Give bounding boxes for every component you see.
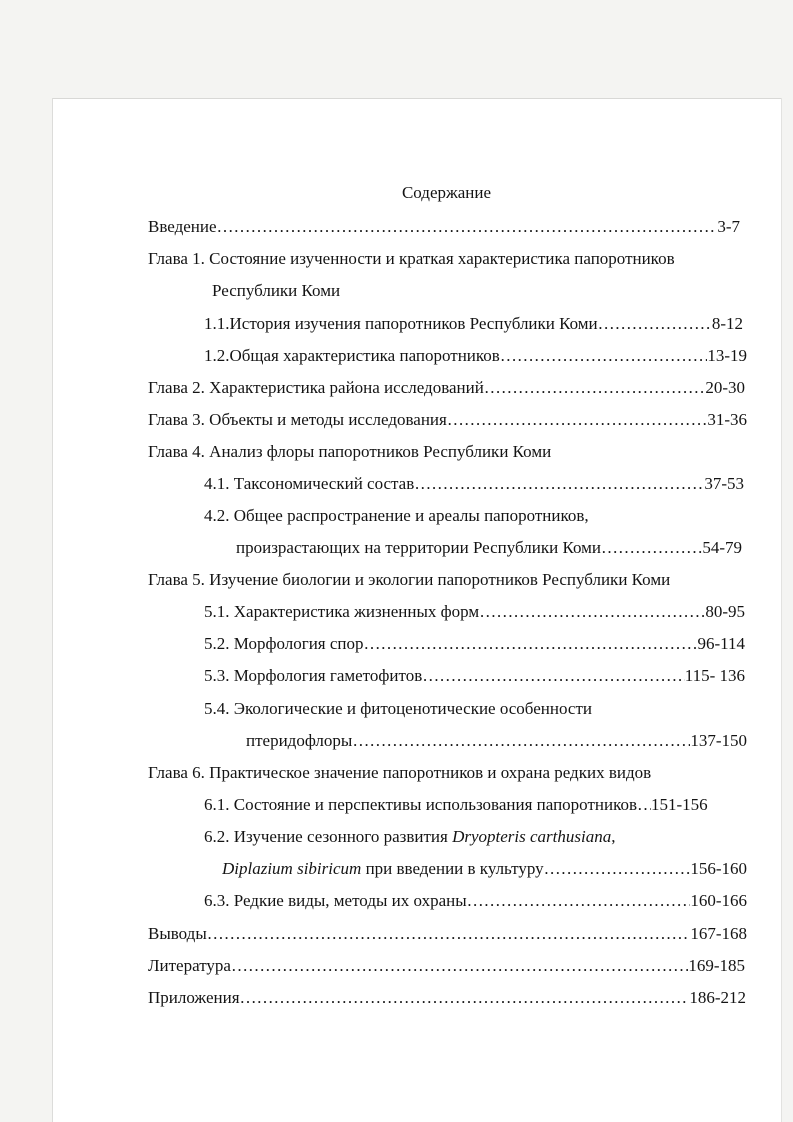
toc-entry-pages: 20-30 xyxy=(705,378,745,397)
toc-entry-6-3 xyxy=(204,888,747,914)
toc-leader-dots xyxy=(500,343,708,369)
toc-leader-dots xyxy=(479,599,705,625)
toc-entry-1-2 xyxy=(204,343,747,369)
toc-entry-pages: 137-150 xyxy=(690,731,747,750)
toc-entry-text xyxy=(222,856,544,882)
page-edge-top xyxy=(52,98,782,99)
species-name: Diplazium sibiricum xyxy=(222,859,362,878)
toc-entry-text: 1.2.Общая характеристика папоротников xyxy=(204,346,500,365)
toc-entry-text: 5.4. Экологические и фитоценотические особенности xyxy=(204,699,592,718)
toc-entry-conclusions xyxy=(148,921,747,947)
toc-entry-text: Выводы xyxy=(148,924,207,943)
toc-entry-6-1 xyxy=(204,792,745,818)
toc-entry-4-2-cont xyxy=(236,535,742,561)
toc-entry-chapter-5 xyxy=(148,567,670,593)
toc-entry-pages: 167-168 xyxy=(690,924,747,943)
toc-entry-text: Глава 5. Изучение биологии и экологии папоротников Республики Коми xyxy=(148,570,671,589)
toc-entry-chapter-4 xyxy=(148,439,551,465)
page-edge-left xyxy=(52,98,53,1122)
toc-leader-dots xyxy=(240,985,690,1011)
toc-leader-dots xyxy=(598,311,712,337)
toc-entry-chapter-1-cont xyxy=(212,278,340,304)
toc-entry-pages: 54-79 xyxy=(702,538,742,557)
toc-entry-text: 5.1. Характеристика жизненных форм xyxy=(204,602,480,621)
toc-entry-text: при введении в культуру xyxy=(361,859,544,878)
toc-entry-pages: 156-160 xyxy=(690,859,747,878)
toc-entry-chapter-2 xyxy=(148,375,745,401)
toc-entry-text: Глава 3. Объекты и методы исследования xyxy=(148,410,447,429)
toc-entry-text: 1.1.История изучения папоротников Республики Коми xyxy=(204,314,598,333)
toc-leader-dots xyxy=(467,888,691,914)
toc-entry-pages: 169-185 xyxy=(688,956,745,975)
toc-title: Содержание xyxy=(401,183,492,202)
toc-entry-5-3 xyxy=(204,663,745,689)
toc-entry-chapter-3 xyxy=(148,407,747,433)
toc-entry-text: Глава 6. Практическое значение папоротников и охрана редких видов xyxy=(148,763,652,782)
page-edge-right xyxy=(781,98,782,1122)
toc-entry-text: 4.2. Общее распространение и ареалы папоротников, xyxy=(204,506,589,525)
toc-entry-text: 5.2. Морфология спор xyxy=(204,634,364,653)
toc-entry-chapter-6 xyxy=(148,760,651,786)
toc-entry-1-1 xyxy=(204,311,743,337)
toc-entry-pages: 3-7 xyxy=(717,217,740,236)
toc-entry-5-4-cont xyxy=(246,728,747,754)
toc-leader-dots xyxy=(217,214,718,240)
toc-leader-dots xyxy=(637,792,651,818)
toc-entry-text: птеридофлоры xyxy=(246,731,353,750)
toc-entry-pages: 37-53 xyxy=(704,474,744,493)
toc-entry-text: 4.1. Таксономический состав xyxy=(204,474,415,493)
toc-entry-text: Глава 1. Состояние изученности и краткая характеристика папоротников xyxy=(148,249,675,268)
toc-entry-5-2 xyxy=(204,631,745,657)
toc-leader-dots xyxy=(207,921,691,947)
toc-leader-dots xyxy=(484,375,705,401)
toc-leader-dots xyxy=(352,728,690,754)
toc-entry-text: 6.3. Редкие виды, методы их охраны xyxy=(204,891,467,910)
toc-entry-chapter-1 xyxy=(148,246,675,272)
species-name: Dryopteris carthusiana xyxy=(452,827,612,846)
toc-leader-dots xyxy=(601,535,702,561)
toc-entry-literature xyxy=(148,953,745,979)
toc-entry-text: 6.1. Состояние и перспективы использования папоротников xyxy=(204,795,638,814)
toc-entry-4-1 xyxy=(204,471,744,497)
toc-leader-dots xyxy=(414,471,704,497)
toc-entry-introduction xyxy=(148,214,740,240)
toc-entry-4-2 xyxy=(204,503,589,529)
toc-entry-pages: 80-95 xyxy=(705,602,745,621)
toc-entry-pages: 31-36 xyxy=(707,410,747,429)
toc-entry-pages: 151-156 xyxy=(651,795,708,814)
toc-entry-text: Глава 4. Анализ флоры папоротников Республики Коми xyxy=(148,442,552,461)
toc-entry-text: 6.2. Изучение сезонного развития xyxy=(204,827,453,846)
toc-entry-pages: 13-19 xyxy=(707,346,747,365)
toc-entry-text: Приложения xyxy=(148,988,240,1007)
toc-entry-text: произрастающих на территории Республики Коми xyxy=(236,538,601,557)
toc-leader-dots xyxy=(364,631,698,657)
toc-entry-text: , xyxy=(611,827,616,846)
toc-entry-text: Глава 2. Характеристика района исследований xyxy=(148,378,484,397)
toc-entry-6-2 xyxy=(204,824,615,850)
toc-leader-dots xyxy=(544,856,691,882)
toc-entry-text: Республики Коми xyxy=(212,281,341,300)
toc-leader-dots xyxy=(422,663,684,689)
toc-entry-pages: 115- 136 xyxy=(684,666,745,685)
toc-leader-dots xyxy=(231,953,688,979)
toc-entry-text: 5.3. Морфология гаметофитов xyxy=(204,666,423,685)
toc-entry-5-4 xyxy=(204,696,592,722)
toc-entry-pages: 160-166 xyxy=(690,891,747,910)
toc-entry-text: Введение xyxy=(148,217,217,236)
toc-entry-pages: 8-12 xyxy=(711,314,743,333)
toc-entry-text: Литература xyxy=(148,956,231,975)
toc-leader-dots xyxy=(447,407,707,433)
toc-entry-5-1 xyxy=(204,599,745,625)
toc-entry-pages: 96-114 xyxy=(697,634,745,653)
toc-entry-pages: 186-212 xyxy=(689,988,746,1007)
toc-entry-appendices xyxy=(148,985,746,1011)
toc-entry-6-2-cont xyxy=(222,856,747,882)
